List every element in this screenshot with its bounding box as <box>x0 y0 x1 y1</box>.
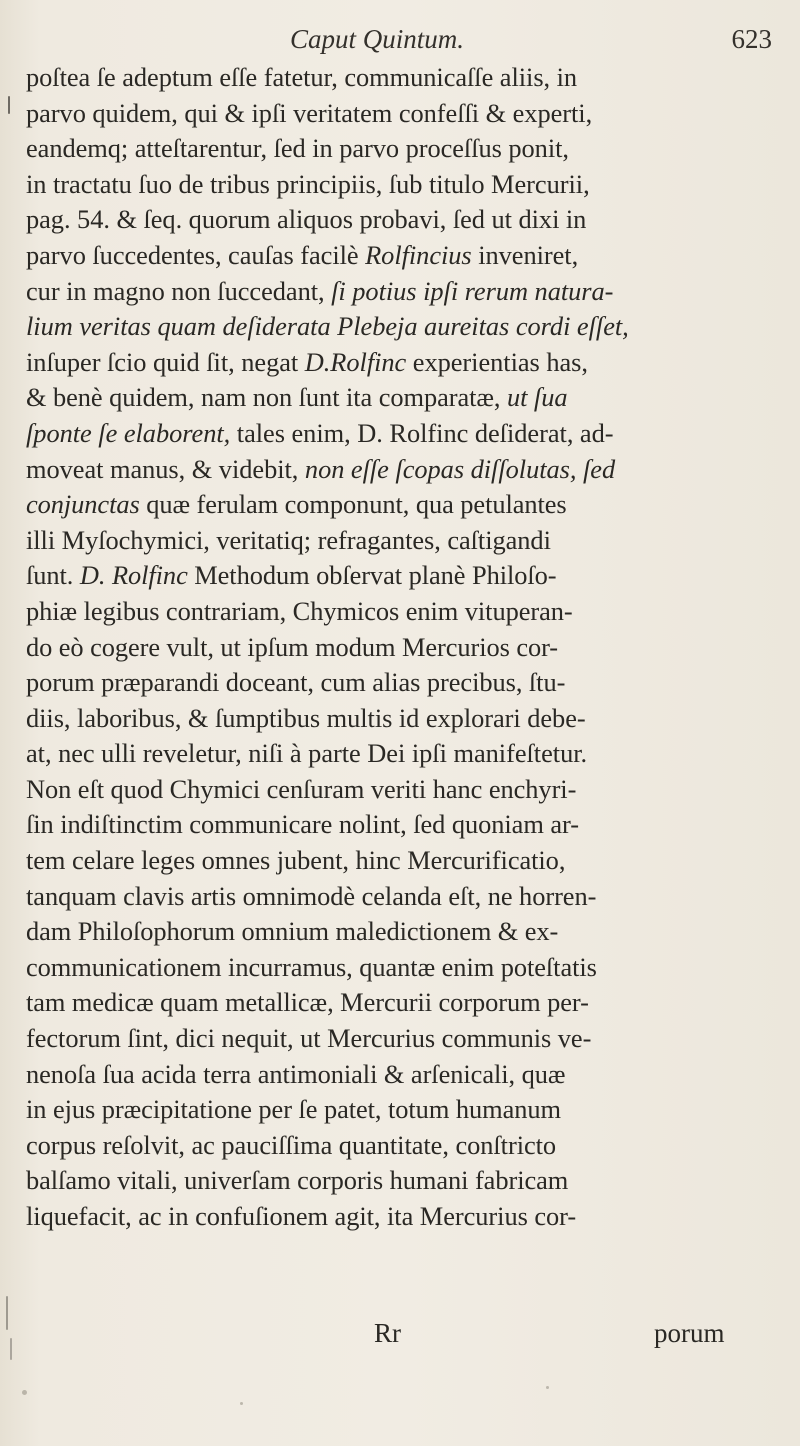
text-line <box>26 630 786 666</box>
italic-text: D.Rolfinc <box>304 346 407 377</box>
text-segment: communicationem incurramus, quantæ enim poteſtatis <box>26 951 597 982</box>
text-segment: liquefacit, ac in confuſionem agit, ita Mercurius cor- <box>26 1201 577 1231</box>
text-line <box>26 96 786 132</box>
text-line <box>26 60 786 96</box>
text-line <box>26 202 786 238</box>
paper-speck <box>22 1390 27 1395</box>
text-segment: quæ ferulam componunt, qua petulantes <box>139 489 567 520</box>
text-segment: diis, laboribus, & ſumptibus multis id explorari debe- <box>26 702 586 733</box>
text-line <box>26 452 786 488</box>
page-number: 623 <box>731 24 772 54</box>
text-line <box>26 1199 786 1235</box>
text-segment: pag. 54. & ſeq. quorum aliquos probavi, ſed ut dixi in <box>26 204 587 235</box>
margin-mark <box>10 1338 12 1360</box>
italic-text: D. Rolfinc <box>79 560 188 591</box>
text-segment: corpus reſolvit, ac pauciſſima quantitate, conſtricto <box>26 1129 557 1160</box>
italic-text: ſi potius ipſi rerum natura- <box>331 275 614 306</box>
text-segment: fectorum ſint, dici nequit, ut Mercurius communis ve- <box>26 1023 592 1054</box>
text-line <box>26 238 786 274</box>
text-segment: illi Myſochymici, veritatiq; refragantes, caſtigandi <box>26 524 551 555</box>
text-line <box>26 523 786 559</box>
text-line <box>26 274 786 310</box>
text-line <box>26 1163 786 1199</box>
text-segment: in ejus præcipitatione per ſe patet, totum humanum <box>26 1094 561 1125</box>
text-segment: balſamo vitali, univerſam corporis humani fabricam <box>26 1165 569 1196</box>
text-segment: inſuper ſcio quid ſit, negat <box>26 346 305 377</box>
text-segment: nenoſa ſua acida terra antimoniali & arſenicali, quæ <box>26 1058 566 1089</box>
running-head-title: Caput Quintum. <box>290 24 465 54</box>
text-segment: eandemq; atteſtarentur, ſed in parvo proceſſus ponit, <box>26 133 569 164</box>
italic-text: conjunctas <box>26 489 140 520</box>
text-line <box>26 701 786 737</box>
text-segment: dam Philoſophorum omnium maledictionem & ex- <box>26 916 559 947</box>
text-line <box>26 1092 786 1128</box>
text-segment: ſunt. <box>26 560 80 591</box>
text-line <box>26 1057 786 1093</box>
text-line <box>26 309 786 345</box>
italic-text: ſponte ſe elaborent, <box>26 417 231 448</box>
signature-mark: Rr <box>374 1318 401 1348</box>
text-line <box>26 1021 786 1057</box>
text-line <box>26 487 786 523</box>
text-segment: porum præparandi doceant, cum alias precibus, ſtu- <box>26 667 566 698</box>
text-segment: poſtea ſe adeptum eſſe fatetur, communicaſſe aliis, in <box>26 62 578 92</box>
italic-text: ut ſua <box>507 382 568 413</box>
text-line <box>26 807 786 843</box>
text-line <box>26 558 786 594</box>
text-segment: tanquam clavis artis omnimodè celanda eſt, ne horren- <box>26 880 597 911</box>
text-line <box>26 843 786 879</box>
text-segment: parvo quidem, qui & ipſi veritatem confeſſi & experti, <box>26 97 593 128</box>
text-segment: tem celare leges omnes jubent, hinc Mercurificatio, <box>26 845 566 876</box>
text-line <box>26 985 786 1021</box>
text-line <box>26 914 786 950</box>
text-segment: ſin indiſtinctim communicare nolint, ſed quoniam ar- <box>26 809 579 840</box>
text-segment: parvo ſuccedentes, cauſas facilè <box>26 239 366 270</box>
text-segment: experientias has, <box>406 346 588 377</box>
text-segment: at, nec ulli reveletur, niſi à parte Dei ipſi manifeſtetur. <box>26 738 588 769</box>
text-line <box>26 879 786 915</box>
paper-speck <box>240 1402 243 1405</box>
text-segment: cur in magno non ſuccedant, <box>26 275 332 306</box>
paper-speck <box>546 1386 549 1389</box>
text-segment: moveat manus, & videbit, <box>26 453 305 484</box>
text-segment: tam medicæ quam metallicæ, Mercurii corporum per- <box>26 987 589 1018</box>
italic-text: non eſſe ſcopas diſſolutas, ſed <box>304 453 616 484</box>
text-line <box>26 416 786 452</box>
text-line <box>26 167 786 203</box>
text-segment: phiæ legibus contrariam, Chymicos enim vituperan- <box>26 595 573 626</box>
text-segment: Methodum obſervat planè Philoſo- <box>187 560 557 591</box>
catchword: porum <box>654 1318 725 1348</box>
margin-mark <box>8 96 10 114</box>
text-segment: Non eſt quod Chymici cenſuram veriti hanc enchyri- <box>26 773 577 804</box>
text-line <box>26 665 786 701</box>
italic-text: lium veritas quam deſiderata Plebeja aureitas cordi eſſet, <box>26 311 629 342</box>
text-line <box>26 131 786 167</box>
text-line <box>26 594 786 630</box>
page-footer <box>0 1318 800 1358</box>
text-segment: inveniret, <box>471 239 579 270</box>
text-line <box>26 380 786 416</box>
text-segment: tales enim, D. Rolfinc deſiderat, ad- <box>230 417 614 448</box>
text-segment: do eò cogere vult, ut ipſum modum Mercurios cor- <box>26 631 559 662</box>
italic-text: Rolfincius <box>365 239 472 270</box>
text-segment: in tractatu ſuo de tribus principiis, ſub titulo Mercurii, <box>26 168 590 199</box>
text-line <box>26 950 786 986</box>
text-line <box>26 345 786 381</box>
text-line <box>26 772 786 808</box>
text-segment: & benè quidem, nam non ſunt ita comparatæ, <box>26 382 507 413</box>
margin-mark <box>6 1296 8 1330</box>
text-line <box>26 1128 786 1164</box>
running-head <box>0 16 800 60</box>
body-text <box>26 60 786 1235</box>
text-line <box>26 736 786 772</box>
